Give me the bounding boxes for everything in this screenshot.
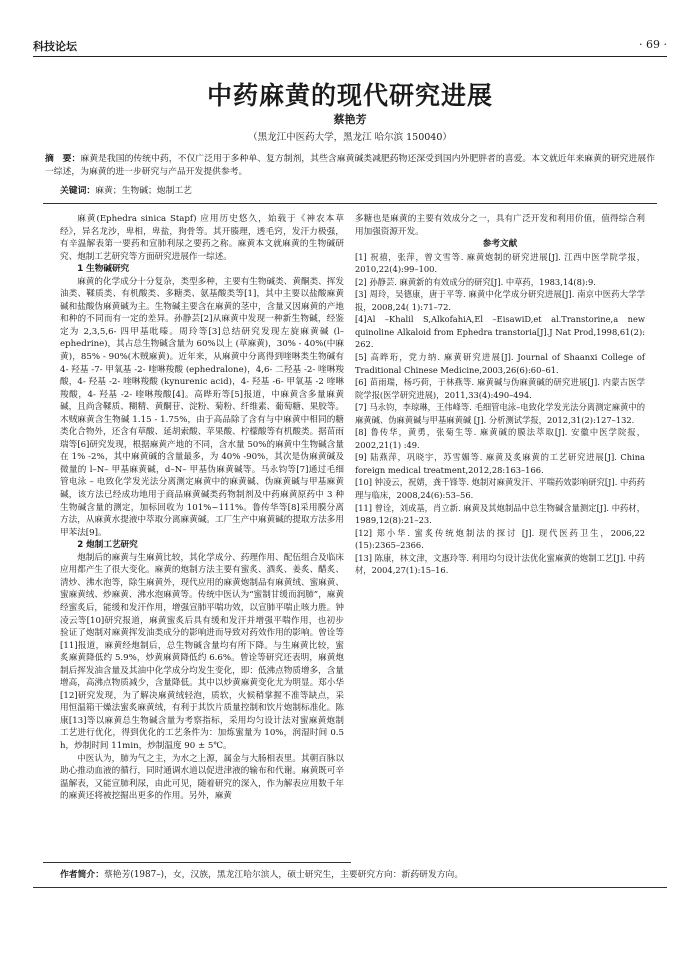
reference-item: [5] 高晔珩，党力纳. 麻黄研究进展[J]. Journal of Shaanxi College of Traditional Chinese Medicine,2003,26(6):60–61. bbox=[355, 352, 645, 375]
reference-item: [12] 郑小华. 蜜炙传统炮制法的探讨 [J]. 现代医药卫生，2006,22 (15):2365–2366. bbox=[355, 527, 645, 551]
reference-item: [11] 曾诠，刘成基，肖立新. 麻黄及其炮制品中总生物碱含量测定[J]. 中药材，1989,12(8):21–23. bbox=[355, 502, 645, 526]
continuation-text: 多糖也是麻黄的主要有效成分之一，具有广泛开发和利用价值，值得综合利用加强资源开发。 bbox=[355, 214, 645, 237]
author-name: 蔡艳芳 bbox=[333, 113, 367, 126]
page-number: · 69 · bbox=[639, 38, 667, 51]
abstract-divider bbox=[43, 203, 657, 204]
section-2-text-2: 中医认为，肺为气之主，为水之上源，属金与大肠相表里。其朝百脉以助心推动血液的循行，同时通调水道以促进津液的输布和代谢。麻黄既可辛温解表，又能宣肺利尿，由此可见，随着研究的深入，作为解表应用数千年的麻黄还将被挖掘出更多的作用。另外，麻黄 bbox=[60, 753, 344, 802]
reference-item: [9] 陆燕萍，巩晓宇，苏雪媚等. 麻黄及炙麻黄的工艺研究进展[J]. China foreign medical treatment,2012,28:163–166. bbox=[355, 452, 645, 475]
reference-item: [8] 鲁传华，黄勇，张菊生等. 麻黄碱的膜法萃取[J]. 安徽中医学院报，2002,21(1) :49. bbox=[355, 427, 645, 450]
section-1-text: 麻黄的化学成分十分复杂，类型多种，主要有生物碱类、黄酮类、挥发油类、鞣质类、有机酸类、多糖类、氨基酸类等[1]，其中主要以盐酸麻黄碱和盐酸伪麻黄碱为主。生物碱主要含在麻黄的茎中，含量又因麻黄的产地和种的不同而有一定的差异。孙静芸[2]从麻黄中发现一种新生物碱，经鉴定为 2,3,5,6- 四甲基吡嗪。周玲等[3]总结研究发现左旋麻黄碱 (l–ephedrine)，其占总生物碱含量为 60%以上 (草麻黄)，30% - 40%(中麻黄)，85% - 90%(木贼麻黄)。近年来，从麻黄中分离得到喹啉类生物碱有 4- 羟基 -7- 甲氧基 -2- 喹啉羧酸 (ephedralone)，4,6- 二羟基 -2- 喹啉羧酸，4- 羟基 -2- 喹啉羧酸 (kynurenic acid)，4- 羟基 -6- 甲氧基 -2 喹啉羧酸，4- 羟基 -2- 喹啉羧酸[4]。高晔珩等[5]报道，中麻黄含多量麻黄碱，且尚含鞣质、糊精、黄酮苷、淀粉、菊粉、纤维素、葡萄糖、果胶等。木贼麻黄含生物碱 1.15 - 1.75%，由于高品除了含有与中麻黄中相同的糖类化合物外，还含有草酸、延胡索酸、苹果酸、柠檬酸等有机酸类。据苗雨瑞等[6]研究发现，根据麻黄产地的不同，含水量 50%的麻黄中生物碱含量在 1% -2%，其中麻黄碱的含量最多，为 40% -90%，其次是伪麻黄碱及微量的 l–N– 甲基麻黄碱，d–N– 甲基伪麻黄碱等。马永钧等[7]通过毛细管电泳 – 电致化学发光法分离测定麻黄中的麻黄碱、伪麻黄碱与甲基麻黄碱，该方法已经成功地用于商品麻黄碱类药物制剂及中药麻黄原药中 3 种生物碱含量的测定，加标回收为 101%~111%。鲁传华等[8]采用膜分离方法，从麻黄水提液中萃取分离麻黄碱。工厂生产中麻黄碱的提取方法多用甲苯法[9]。 bbox=[60, 276, 344, 538]
page-bottom-rule bbox=[33, 887, 667, 888]
footnote-text: 蔡艳芳(1987–)，女，汉族，黑龙江哈尔滨人，硕士研究生，主要研究方向：新药研发方向。 bbox=[104, 870, 464, 880]
keywords-text: 麻黄；生物碱；炮制工艺 bbox=[95, 186, 192, 196]
author-affiliation: （黑龙江中医药大学，黑龙江 哈尔滨 150040） bbox=[248, 132, 452, 143]
left-column bbox=[60, 213, 344, 803]
section-2-text-1: 炮制后的麻黄与生麻黄比较，其化学成分、药理作用、配伍组合及临床应用都产生了很大变化。麻黄的炮制方法主要有蜜炙、酒炙、姜炙、醋炙、清炒、沸水泡等，除生麻黄外，现代应用的麻黄炮制品有麻黄绒、蜜麻黄、蜜麻黄绒、炒麻黄、沸水泡麻黄等。传统中医认为“蜜制甘缓而润肺”，麻黄经蜜炙后，能缓和发汗作用，增强宣肺平喘功效，以宣肺平喘止咳力胜。钟凌云等[10]研究报道，麻黄蜜炙后具有缓和发汗并增强平喘作用，也初步验证了炮制对麻黄挥发油类成分的影响进而导致对药效作用的影响。曾诠等[11]报道，麻黄经炮制后，总生物碱含量均有所下降。与生麻黄比较，蜜炙麻黄降低约 5.9%，炒黄麻黄降低约 6.6%。曾诠等研究还表明，麻黄炮制后挥发油含量及其油中化学成分均发生变化，即：低沸点物质增多，含量增高，高沸点物质减少，含量降低。其中以炒黄麻黄变化尤为明显。郑小华[12]研究发现，为了解决麻黄绒轻泡，质软，火候稍掌握不准等缺点，采用恒温箱干燥法蜜炙麻黄绒，有利于其饮片质量控制和饮片炮制标准化。陈康[13]等以麻黄总生物碱含量为考察指标，采用均匀设计法对蜜麻黄炮制工艺进行优化，得到优化的工艺条件为：加炼蜜量为 10%，润湿时间 0.5 h，炒制时间 11min，炒制温度 90 ± 5℃。 bbox=[60, 552, 344, 751]
right-column bbox=[355, 213, 645, 577]
reference-item: [7] 马永钧，李琼琳，王伟峰等. 毛细管电泳–电致化学发光法分离测定麻黄中的麻黄碱、伪麻黄碱与甲基麻黄碱 [J]. 分析测试学报，2012,31(2):127–132. bbox=[355, 402, 645, 425]
keywords bbox=[60, 183, 192, 196]
journal-name: 科技论坛 bbox=[33, 40, 77, 53]
article-title: 中药麻黄的现代研究进展 bbox=[206, 81, 493, 110]
reference-item: [3] 周玲，吴德康，唐于平等. 麻黄中化学成分研究进展[J]. 南京中医药大学学报，2008,24( 1):71–72. bbox=[355, 289, 645, 312]
section-2-heading: 2 炮制工艺研究 bbox=[77, 540, 138, 551]
keywords-label: 关键词： bbox=[60, 186, 96, 196]
reference-item: [6] 苗雨瑞，杨巧荷，于林燕等. 麻黄碱与伪麻黄碱的研究进展[J]. 内蒙古医学院学报(医学研究进展)，2011,33(4):490–494. bbox=[355, 377, 645, 400]
reference-item: [10] 钟凌云，祝婧，龚千锋等. 炮制对麻黄发汗、平喘药效影响研究[J]. 中药药理与临床，2008,24(6):53–56. bbox=[355, 477, 645, 501]
reference-item: [2] 孙静芸. 麻黄新的有效成分的研究[J]. 中草药，1983,14(8):9. bbox=[355, 276, 596, 287]
abstract-text: 麻黄是我国的传统中药，不仅广泛用于多种单、复方制剂，其些含麻黄碱类减肥药物还深受到国内外肥胖者的喜爱。本文就近年来麻黄的研究进展作一综述，为麻黄的进一步研究与产品开发提供参考。 bbox=[45, 154, 655, 177]
footnote-label: 作者简介： bbox=[60, 870, 104, 880]
intro-paragraph: 麻黄(Ephedra sinica Stapf) 应用历史悠久，始载于《神农本草经》，异名龙沙，卑相，卑盐，狗骨等。其开腠理，透毛窍，发汗力极强，有辛温解表第一要药和宣肺利尿之要药之称。麻黄本文就麻黄的生物碱研究、炮制工艺研究等方面研究进展作一综述。 bbox=[60, 214, 344, 262]
reference-item: [4]Al –Khalil S,AlkofahiA,El –EisawiD,et al.Transtorine,a new quinoline Alkaloid from Ephedra transtoria[J].J Nat Prod,1998,61(2): 262. bbox=[355, 314, 645, 350]
journal-header bbox=[33, 34, 667, 57]
reference-item: [1] 祝禧，张萍，曾文雪等. 麻黄炮制的研究进展[J]. 江西中医学院学报，2010,22(4):99–100. bbox=[355, 251, 645, 275]
references-heading: 参考文献 bbox=[482, 239, 518, 250]
author-footnote bbox=[60, 867, 655, 880]
reference-item: [13] 陈康，林文津，文惠玲等. 利用均匀设计法优化蜜麻黄的炮制工艺[J]. 中药材，2004,27(1):15–16. bbox=[355, 552, 645, 576]
section-1-heading: 1 生物碱研究 bbox=[77, 264, 130, 275]
footnote-divider bbox=[43, 862, 351, 863]
abstract-label: 摘 要： bbox=[45, 154, 81, 164]
abstract bbox=[45, 153, 655, 179]
reference-list bbox=[355, 251, 645, 577]
